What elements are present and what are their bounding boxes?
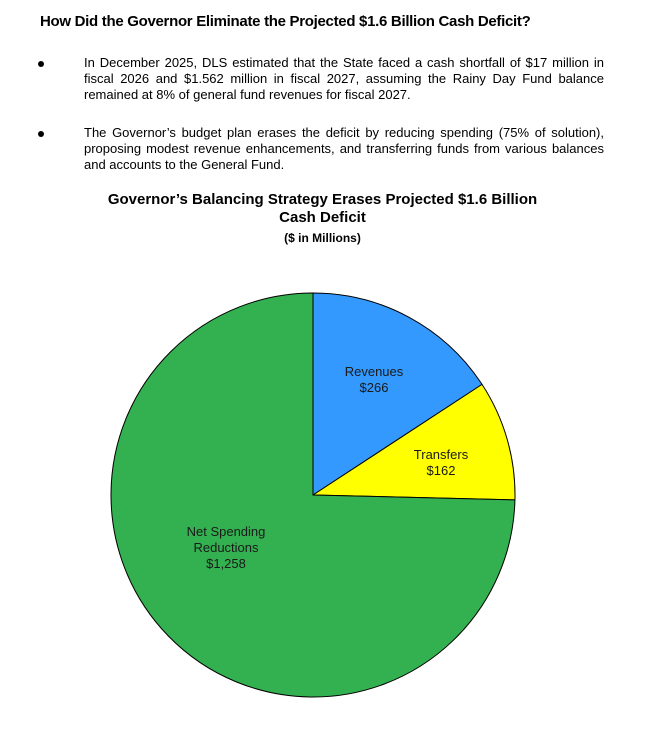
slice-value-label: $162: [426, 463, 456, 478]
slice-category-label: Net Spending: [186, 524, 266, 539]
slice-value-label: $1,258: [206, 556, 246, 571]
slice-category-label: Revenues: [344, 364, 404, 379]
page-heading: How Did the Governor Eliminate the Projected $1.6 Billion Cash Deficit?: [40, 13, 531, 30]
slice-value-label: $266: [359, 380, 389, 395]
bullet-text: The Governor’s budget plan erases the deficit by reducing spending (75% of solution), proposing modest revenue enhancements, and transferring funds from various balances and accounts to the General Fund.: [84, 125, 604, 172]
bullet-text: In December 2025, DLS estimated that the State faced a cash shortfall of $17 million in fiscal 2026 and $1.562 million in fiscal 2027, assuming the Rainy Day Fund balance remained at 8% of general fund revenues for fiscal 2027.: [84, 55, 604, 102]
slice-category-label: Transfers: [413, 447, 469, 462]
slice-category-label: Reductions: [193, 540, 259, 555]
chart-title-line-1: Governor’s Balancing Strategy Erases Projected $1.6 Billion: [107, 191, 538, 208]
chart-title-line-2: Cash Deficit: [279, 209, 366, 226]
chart-subtitle: ($ in Millions): [284, 231, 361, 245]
